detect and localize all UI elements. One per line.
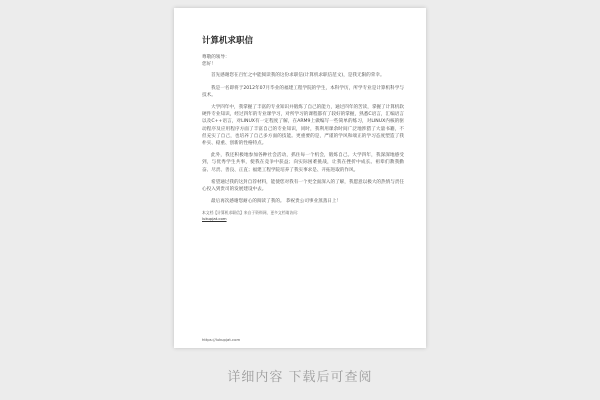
document-title: 计算机求职信 (202, 36, 254, 46)
page-url: https://lukupjat.com (202, 337, 241, 342)
download-hint-label: 详细内容 下载后可查阅 (227, 370, 373, 385)
paragraph-intro: 首先感谢您在百忙之中能阅读我的这份求职信(计算机求职信范文)，是我无限的荣幸。 (211, 73, 385, 79)
paragraph-hope: 希望通过我的这封自荐材料，能使您对我有一个更全面深入的了解，我愿意以极大的热情与责任心投入到贵司的发展建设中去。 (202, 179, 404, 193)
footer-link[interactable]: lukupjat.com (202, 215, 227, 221)
greeting: 您好！ (202, 62, 216, 68)
footer-note: 本文档【计算机求职信】来自于资料网，更多文档请访问： (202, 210, 301, 216)
paragraph-closing: 最后再次感谢您耐心的阅读了我的。 恭祝贵公司事业蒸蒸日上！ (211, 199, 342, 205)
document-page (174, 8, 426, 348)
salutation: 尊敬的领导： (202, 55, 230, 60)
paragraph-skills: 大学四年中，我掌握了丰富的专业知识并锻炼了自己的能力，通过四年的苦读，掌握了计算机软硬件专业知识，经过四年的专业课学习，对所学习的课程都有了较好的掌握，熟悉C语言，汇编语言以及C++语言，对LINUX有一定程度了解，在ARM9上做编写一些简单的练习，对LINUX内核的驱动程序及应用程序方面了丰富自己的专业知识，同时，我利用课余时间广泛地涉猎了大量书籍，不但充实了自己，也培养了自己多方面的技能。更重要的是，严谨的学风和端正的学习态度塑造了我朴实、稳重、创新的性格特点。 (202, 105, 404, 147)
paragraph-background: 我是一名即将于2012年07月毕业的福建工程学院的学生，本科学历，所学专业是计算机科学与技术。 (202, 85, 404, 98)
paragraph-activities: 此外，我还积极地参加各种社会活动，抓住每一个机会，锻炼自己。大学四年，我深深地感受到，与优秀学生共事，使我在竞争中获益；向实际困难挑战，让我在挫折中成长。祖辈们教我勤奋、尽责、善良、正直；福建工程学院培养了我实事求是、开拓进取的作风。 (202, 153, 404, 173)
